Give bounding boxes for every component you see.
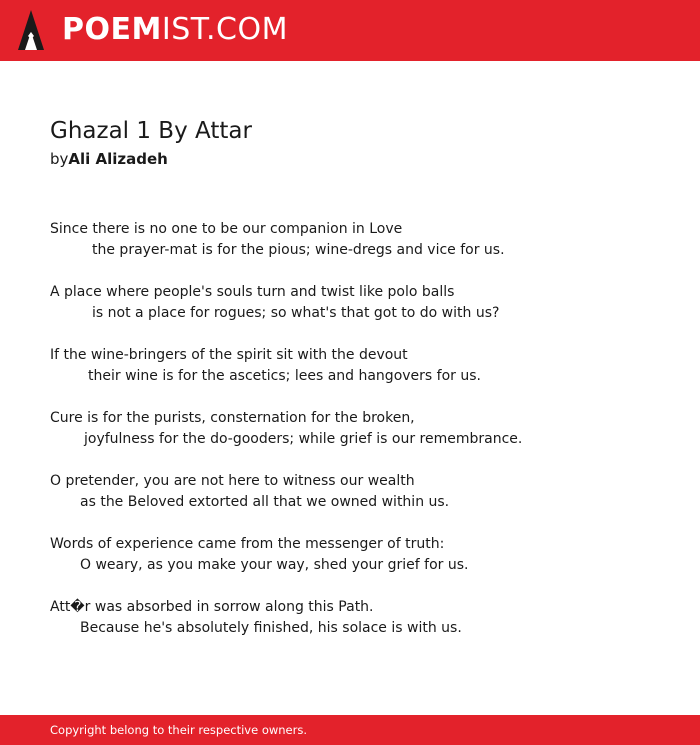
brand-bold: POEM <box>62 12 162 47</box>
poem-line: If the wine-bringers of the spirit sit with the devout <box>50 347 408 363</box>
couplet <box>50 408 670 471</box>
couplet <box>50 219 670 282</box>
poem-body <box>50 219 670 660</box>
couplet <box>50 282 670 345</box>
site-header <box>0 0 700 61</box>
byline <box>50 149 168 169</box>
copyright-notice: Copyright belong to their respective owners. <box>50 723 308 737</box>
brand-light: IST.COM <box>161 12 288 47</box>
couplet <box>50 471 670 534</box>
site-footer <box>0 715 700 745</box>
poem-line-indented: as the Beloved extorted all that we owned within us. <box>80 494 450 510</box>
couplet <box>50 534 670 597</box>
by-label: by <box>50 150 69 168</box>
poem-line-indented: joyfulness for the do-gooders; while grief is our remembrance. <box>84 431 523 447</box>
poem-line-indented: O weary, as you make your way, shed your grief for us. <box>80 557 469 573</box>
author-name[interactable]: Ali Alizadeh <box>68 150 168 168</box>
pencil-icon[interactable] <box>18 10 44 50</box>
poem-title: Ghazal 1 By Attar <box>50 118 252 144</box>
poem-line-indented: Because he's absolutely finished, his solace is with us. <box>80 620 462 636</box>
poem-line-indented: their wine is for the ascetics; lees and hangovers for us. <box>88 368 481 384</box>
poem-line-indented: the prayer-mat is for the pious; wine-dregs and vice for us. <box>92 242 505 258</box>
couplet <box>50 597 670 660</box>
couplet <box>50 345 670 408</box>
poem-line: Cure is for the purists, consternation for the broken, <box>50 410 415 426</box>
poem-line: Words of experience came from the messenger of truth: <box>50 536 445 552</box>
site-logo[interactable] <box>62 12 288 48</box>
poem-line: A place where people's souls turn and twist like polo balls <box>50 284 455 300</box>
poem-line-indented: is not a place for rogues; so what's that got to do with us? <box>92 305 500 321</box>
poem-line: O pretender, you are not here to witness our wealth <box>50 473 415 489</box>
poem-line: Since there is no one to be our companion in Love <box>50 221 403 237</box>
poem-line: Att�r was absorbed in sorrow along this Path. <box>50 599 374 615</box>
